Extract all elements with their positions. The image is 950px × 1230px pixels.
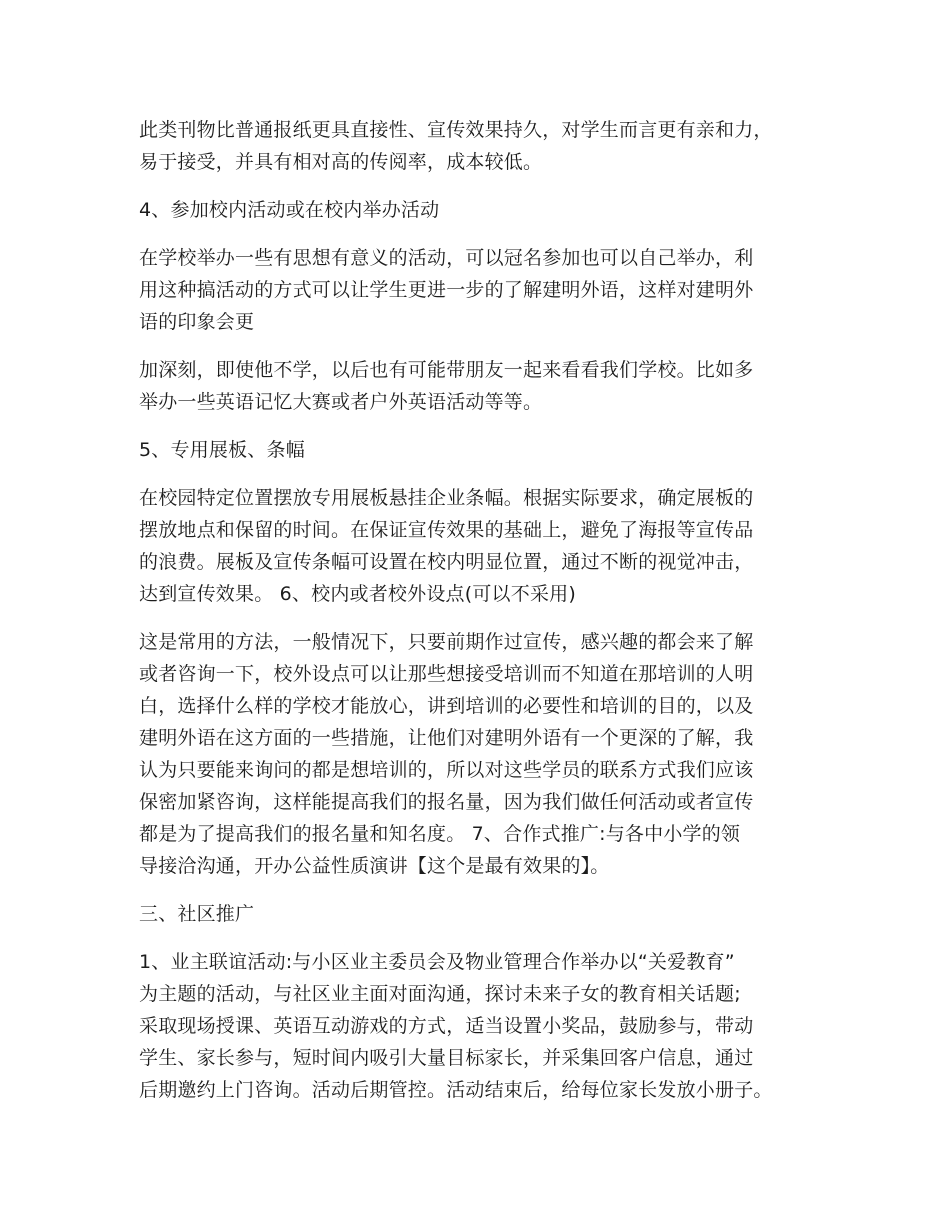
heading-text: 5、专用展板、条幅	[139, 439, 305, 461]
text-line: 加深刻，即使他不学，以后也有可能带朋友一起来看看我们学校。比如多	[139, 359, 754, 381]
text-line: 此类刊物比普通报纸更具直接性、宣传效果持久，对学生而言更有亲和力，	[139, 119, 773, 141]
text-line: 学生、家长参与，短时间内吸引大量目标家长，并采集回客户信息，通过	[139, 1047, 754, 1069]
text-line: 摆放地点和保留的时间。在保证宣传效果的基础上，避免了海报等宣传品	[139, 519, 754, 541]
heading-text: 三、社区推广	[139, 903, 255, 925]
text-line: 用这种搞活动的方式可以让学生更进一步的了解建明外语，这样对建明外	[139, 279, 754, 301]
text-line: 后期邀约上门咨询。活动后期管控。活动结束后，给每位家长发放小册子。	[139, 1079, 773, 1101]
text-line: 建明外语在这方面的一些措施，让他们对建明外语有一个更深的了解，我	[139, 727, 754, 749]
text-line: 1、业主联谊活动:与小区业主委员会及物业管理合作举办以“关爱教育”	[139, 951, 735, 973]
text-line: 认为只要能来询问的都是想培训的，所以对这些学员的联系方式我们应该	[139, 759, 754, 781]
paragraph-owner-events	[139, 946, 829, 1106]
text-line: 在校园特定位置摆放专用展板悬挂企业条幅。根据实际要求，确定展板的	[139, 487, 754, 509]
text-line: 易于接受，并具有相对高的传阅率，成本较低。	[139, 151, 543, 173]
paragraph-deepen-impression	[139, 354, 829, 418]
paragraph-booth-setup	[139, 626, 829, 882]
text-line: 或者咨询一下，校外设点可以让那些想接受培训而不知道在那培训的人明	[139, 663, 754, 685]
text-line: 采取现场授课、英语互动游戏的方式，适当设置小奖品，鼓励参与，带动	[139, 1015, 754, 1037]
text-line: 在学校举办一些有思想有意义的活动，可以冠名参加也可以自己举办，利	[139, 247, 754, 269]
text-line: 达到宣传效果。 6、校内或者校外设点(可以不采用)	[139, 583, 576, 605]
paragraph-periodical-advantages	[139, 114, 829, 178]
section-heading-community-promotion	[139, 898, 829, 930]
text-line: 导接洽沟通，开办公益性质演讲【这个是最有效果的】。	[139, 855, 610, 877]
document-body	[139, 114, 829, 1122]
section-heading-display-boards	[139, 434, 829, 466]
paragraph-hold-activities	[139, 242, 829, 338]
text-line: 为主题的活动，与社区业主面对面沟通，探讨未来子女的教育相关话题;	[139, 983, 741, 1005]
text-line: 都是为了提高我们的报名量和知名度。 7、合作式推广:与各中小学的领	[139, 823, 741, 845]
text-line: 这是常用的方法，一般情况下，只要前期作过宣传，感兴趣的都会来了解	[139, 631, 754, 653]
text-line: 语的印象会更	[139, 311, 255, 333]
text-line: 的浪费。展板及宣传条幅可设置在校内明显位置，通过不断的视觉冲击，	[139, 551, 754, 573]
text-line: 举办一些英语记忆大赛或者户外英语活动等等。	[139, 391, 543, 413]
text-line: 保密加紧咨询，这样能提高我们的报名量，因为我们做任何活动或者宣传	[139, 791, 754, 813]
section-heading-campus-activities	[139, 194, 829, 226]
text-line: 白，选择什么样的学校才能放心，讲到培训的必要性和培训的目的，以及	[139, 695, 754, 717]
paragraph-display-boards	[139, 482, 829, 610]
heading-text: 4、参加校内活动或在校内举办活动	[139, 199, 440, 221]
